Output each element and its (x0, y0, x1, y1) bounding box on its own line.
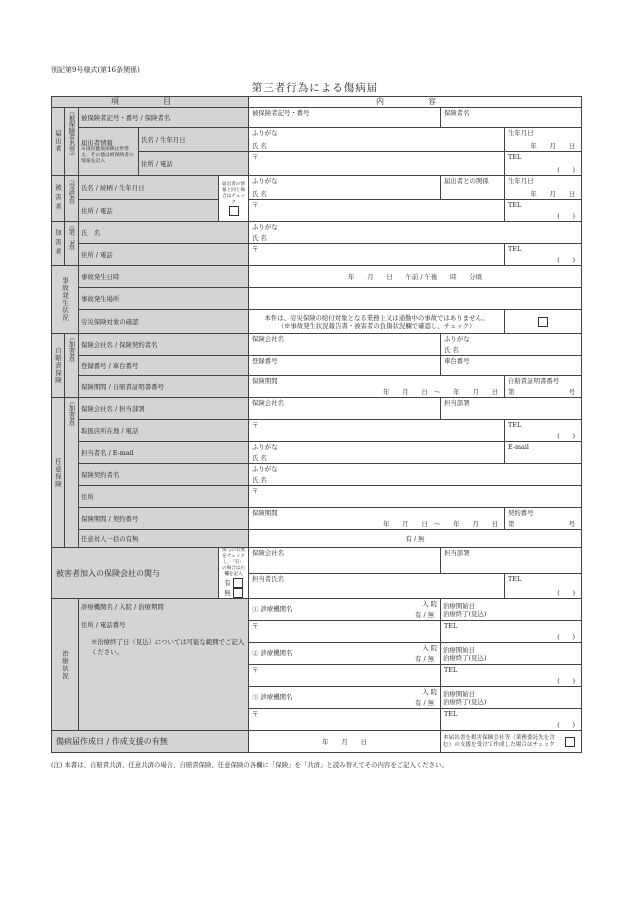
clinic-2-field[interactable]: ② 診療機関名 入 院 有 / 無 (249, 643, 441, 665)
assailant-address-field[interactable]: 〒 (249, 244, 505, 266)
clinic-3-field[interactable]: ③ 診療機関名 入 院 有 / 無 (249, 687, 441, 709)
registration-item: 登録番号 / 車台番号 (79, 356, 249, 376)
assailant-section-label: 加害者 (52, 222, 65, 266)
injury-report-form (51, 96, 582, 753)
notifier-address-field[interactable]: 〒 (249, 152, 505, 176)
involvement-yes-checkbox[interactable] (233, 578, 243, 588)
notifier-birth-field[interactable]: 生年月日 年 月 日 (505, 128, 582, 152)
nini-section-label: 任意保険 (52, 398, 65, 548)
created-item: 傷病届作成日 / 作成支援の有無 (52, 731, 249, 753)
notifier-address-item: 住所 / 電話 (139, 152, 249, 176)
jibai-period-item: 保険期間 / 自賠責証明書番号 (79, 376, 249, 398)
victim-address-field[interactable]: 〒 (249, 200, 505, 222)
victim-section-label: 被害者 (52, 176, 65, 222)
victim-birth-field[interactable]: 生年月日 年 月 日 (505, 176, 582, 200)
assailant-name-item: 氏 名 (79, 222, 249, 244)
contractor-item: 保険契約者名 (79, 464, 249, 486)
insurer-name-field[interactable]: 保険者名 (441, 108, 582, 128)
victim-insurance-person-field[interactable]: 担当者氏名 (249, 573, 505, 599)
support-checkbox[interactable] (565, 737, 575, 747)
insured-number-field[interactable]: 被保険者記号・番号 (249, 108, 441, 128)
assailant-section-sub: （第三者） (65, 222, 79, 266)
clinic-2-tel-field[interactable]: TEL ( ) (441, 665, 582, 687)
jibai-company-item: 保険会社名 / 保険契約者名 (79, 334, 249, 356)
assailant-name-field[interactable]: ふりがな 氏 名 (249, 222, 582, 244)
contract-item: 保険期間 / 契約番号 (79, 508, 249, 530)
notifier-section-sub: （被保険者名等） (65, 108, 79, 176)
footnote: (注) 本書は、自賠責共済、任意共済の場合、自賠責保険、任意保険の各欄に「保険」を「共済」と読み替えてその内容をご記入ください。 (51, 761, 448, 769)
nini-company-item: 保険会社名 / 担当部署 (79, 398, 249, 420)
jibai-company-field[interactable]: 保険会社名 (249, 334, 441, 356)
accident-section-label: 事故発生状況 (52, 266, 79, 334)
workers-comp-statement: 本件は、労災保険の給付対象となる業務上又は通勤中の事故ではありません。 （※事故発生状況報告書・被害者の負傷状況欄で確認し、チェック） (249, 310, 505, 334)
clinic-3-address-field[interactable]: 〒 (249, 709, 441, 731)
nini-department-field[interactable]: 担当部署 (441, 398, 582, 420)
notifier-name-birth-item: 氏名 / 生年月日 (139, 128, 249, 152)
treatment-item: 診療機関名 / 入院 / 治療期間 住所 / 電話番号 ※治療終了日（見込）については可能な範囲でご記入ください。 (79, 599, 249, 731)
person-item: 担当者名 / E-mail (79, 442, 249, 464)
accident-date-field[interactable]: 年 月 日 午前 / 午後 時 分頃 (249, 266, 582, 288)
notifier-tel-field[interactable]: TEL ( ) (505, 152, 582, 176)
clinic-1-period-field[interactable]: 治療開始日 治療終了(見込) (441, 599, 582, 621)
notifier-name-field[interactable]: ふりがな 氏 名 (249, 128, 505, 152)
registration-number-field[interactable]: 登録番号 (249, 356, 441, 376)
unlimited-item: 任意対人一括の有無 (79, 530, 249, 548)
nini-section-sub: （加害者） (65, 398, 79, 548)
notifier-section-label: 届出者 (52, 108, 65, 176)
clinic-2-address-field[interactable]: 〒 (249, 665, 441, 687)
jibai-certificate-field[interactable]: 自賠責証明書番号 第 号 (505, 376, 582, 398)
accident-place-item: 事故発生場所 (79, 288, 249, 310)
notifier-info-label: 届出者情報 ※国民健康保険は世帯主、その他は被保険者の情報を記入 (79, 128, 139, 176)
contractor-address-item: 住所 (79, 486, 249, 508)
treatment-section-label: 治療状況 (52, 599, 79, 731)
contractor-address-field[interactable]: 〒 (249, 486, 582, 508)
clinic-3-tel-field[interactable]: TEL ( ) (441, 709, 582, 731)
workers-comp-check-cell[interactable] (505, 310, 582, 334)
person-name-field[interactable]: ふりがな 氏 名 (249, 442, 505, 464)
contractor-name-field[interactable]: ふりがな 氏 名 (249, 464, 582, 486)
victim-name-item: 氏名 / 続柄 / 生年月日 (79, 176, 219, 200)
created-date-field[interactable]: 年 月 日 (249, 731, 441, 753)
agency-address-field[interactable]: 〒 (249, 420, 505, 442)
involvement-check-cell: 関与の有無をチェックし、「有」の場合は右欄を記入 有 無 (219, 548, 249, 599)
victim-tel-field[interactable]: TEL ( ) (505, 200, 582, 222)
victim-insurance-company-field[interactable]: 保険会社名 (249, 548, 441, 574)
assailant-address-item: 住所 / 電話 (79, 244, 249, 266)
clinic-1-address-field[interactable]: 〒 (249, 621, 441, 643)
unlimited-field[interactable]: 有 / 無 (249, 530, 582, 548)
chassis-number-field[interactable]: 車台番号 (441, 356, 582, 376)
victim-insurance-department-field[interactable]: 担当部署 (441, 548, 582, 574)
agency-tel-field[interactable]: TEL ( ) (505, 420, 582, 442)
jibaiseki-section-label: 自賠責保険 (52, 334, 65, 398)
victim-same-check[interactable]: 届出者の情報と同じ場合はチェック (219, 176, 249, 222)
accident-place-field[interactable] (249, 288, 582, 310)
assailant-tel-field[interactable]: TEL ( ) (505, 244, 582, 266)
header-item: 項 目 (52, 97, 249, 108)
clinic-2-period-field[interactable]: 治療開始日 治療終了(見込) (441, 643, 582, 665)
jibai-period-field[interactable]: 保険期間 年 月 日 ～ 年 月 日 (249, 376, 505, 398)
workers-comp-checkbox[interactable] (538, 317, 548, 327)
victim-insurance-tel-field[interactable]: TEL ( ) (505, 573, 582, 599)
person-email-field[interactable]: E-mail (505, 442, 582, 464)
victim-address-item: 住所 / 電話 (79, 200, 219, 222)
insured-number-item: 被保険者記号・番号 / 保険者名 (79, 108, 249, 128)
form-title: 第三者行為による傷病届 (251, 82, 379, 94)
nini-period-field[interactable]: 保険期間 年 月 日 ～ 年 月 日 (249, 508, 505, 530)
victim-same-checkbox[interactable] (229, 206, 239, 216)
support-check-cell[interactable]: 本届出書を損害保険会社等（業務委託先を含む）の支援を受けて作成した場合はチェック (441, 731, 582, 753)
victim-relation-field[interactable]: 届出者との関係 (441, 176, 505, 200)
clinic-1-field[interactable]: ① 診療機関名 入 院 有 / 無 (249, 599, 441, 621)
clinic-1-tel-field[interactable]: TEL ( ) (441, 621, 582, 643)
agency-item: 取扱店所在地 / 電話 (79, 420, 249, 442)
form-reference: 別記第9号様式(第16条関係) (51, 66, 140, 74)
jibaiseki-section-sub: （加害者） (65, 334, 79, 398)
victim-insurance-item: 被害者加入の保険会社の関与 (52, 548, 219, 599)
header-content: 内 容 (249, 97, 582, 108)
accident-date-item: 事故発生日時 (79, 266, 249, 288)
jibai-contractor-field[interactable]: ふりがな 氏 名 (441, 334, 582, 356)
workers-comp-item: 労災保険対象の確認 (79, 310, 249, 334)
involvement-no-checkbox[interactable] (233, 588, 243, 598)
nini-company-field[interactable]: 保険会社名 (249, 398, 441, 420)
victim-name-field[interactable]: ふりがな 氏 名 (249, 176, 441, 200)
contract-number-field[interactable]: 契約番号 第 号 (505, 508, 582, 530)
victim-section-sub: （受診者） (65, 176, 79, 222)
clinic-3-period-field[interactable]: 治療開始日 治療終了(見込) (441, 687, 582, 709)
